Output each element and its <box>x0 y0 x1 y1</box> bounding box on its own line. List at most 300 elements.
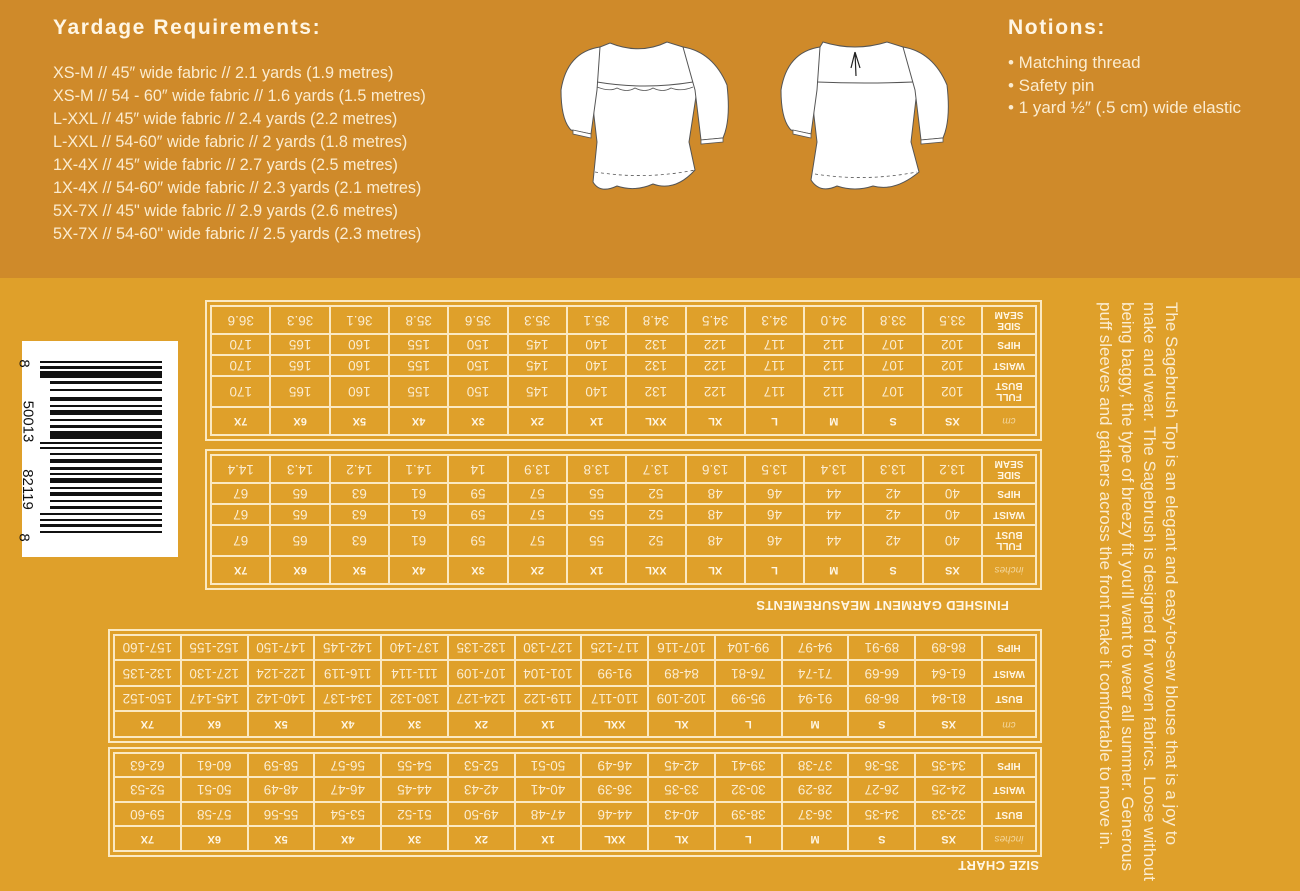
cell: 127-130 <box>181 661 248 687</box>
cell: 56-57 <box>314 753 381 778</box>
cell: 65 <box>270 525 329 556</box>
cell: 140 <box>567 334 626 355</box>
size-header: M <box>782 712 849 738</box>
cell: 59 <box>448 483 507 504</box>
cell: 13.3 <box>863 455 922 483</box>
row-label: HIPS <box>982 483 1036 504</box>
cell: 165 <box>270 376 329 407</box>
row-label: WAIST <box>982 355 1036 376</box>
cell: 52 <box>626 504 685 525</box>
size-header: M <box>804 556 863 584</box>
cell: 35-36 <box>848 753 915 778</box>
cell: 65 <box>270 504 329 525</box>
cell: 49-50 <box>448 802 515 827</box>
cell: 107 <box>863 355 922 376</box>
cell: 46 <box>745 483 804 504</box>
cell: 38-39 <box>715 802 782 827</box>
yardage-line: 5X-7X // 45" wide fabric // 2.9 yards (2.6 metres) <box>53 202 398 220</box>
cell: 13.8 <box>567 455 626 483</box>
cell: 111-114 <box>381 661 448 687</box>
cell: 99-104 <box>715 635 782 661</box>
cell: 55-56 <box>248 802 315 827</box>
cell: 132 <box>626 334 685 355</box>
cell: 59-60 <box>114 802 181 827</box>
row-label: HIPS <box>982 753 1036 778</box>
notion-item: • Safety pin <box>1008 75 1095 95</box>
size-header: XS <box>923 407 982 435</box>
size-header: XS <box>915 827 982 852</box>
cell: 140 <box>567 355 626 376</box>
notion-item: • 1 yard ½″ (.5 cm) wide elastic <box>1008 98 1242 117</box>
size-header: XL <box>686 407 745 435</box>
cell: 157-160 <box>114 635 181 661</box>
size-header: 1X <box>567 556 626 584</box>
blouse-front-icon <box>561 42 728 189</box>
cell: 36.6 <box>211 306 270 334</box>
cell: 58-59 <box>248 753 315 778</box>
cell: 160 <box>330 355 389 376</box>
table-row <box>114 686 1036 712</box>
cell: 55 <box>567 525 626 556</box>
size-header: 2X <box>508 556 567 584</box>
row-label: WAIST <box>982 504 1036 525</box>
cell: 14 <box>448 455 507 483</box>
cell: 112 <box>804 334 863 355</box>
cell: 52-53 <box>448 753 515 778</box>
cell: 137-140 <box>381 635 448 661</box>
cell: 91-94 <box>782 686 849 712</box>
size-header: L <box>715 712 782 738</box>
size-header: 5X <box>330 407 389 435</box>
size-header: XL <box>648 827 715 852</box>
cell: 122 <box>686 334 745 355</box>
size-header: XXL <box>626 407 685 435</box>
table-row <box>211 525 1036 556</box>
cell: 140-142 <box>248 686 315 712</box>
cell: 84-89 <box>648 661 715 687</box>
cell: 71-74 <box>782 661 849 687</box>
size-chart-inches-table <box>108 747 1042 857</box>
cell: 44 <box>804 525 863 556</box>
size-header: S <box>863 407 922 435</box>
table-row <box>114 661 1036 687</box>
table-row <box>114 778 1036 803</box>
size-header: 3X <box>448 556 507 584</box>
barcode-digit: 8 <box>15 359 33 368</box>
cell: 142-145 <box>314 635 381 661</box>
row-label: HIPS <box>982 635 1036 661</box>
size-header: 5X <box>330 556 389 584</box>
cell: 57 <box>508 504 567 525</box>
cell: 42 <box>863 504 922 525</box>
cell: 34.5 <box>686 306 745 334</box>
cell: 48 <box>686 525 745 556</box>
cell: 76-81 <box>715 661 782 687</box>
cell: 107 <box>863 334 922 355</box>
size-header: 2X <box>508 407 567 435</box>
cell: 37-38 <box>782 753 849 778</box>
cell: 44 <box>804 483 863 504</box>
cell: 48 <box>686 483 745 504</box>
cell: 127-130 <box>515 635 582 661</box>
size-header: 3X <box>381 827 448 852</box>
cell: 28-29 <box>782 778 849 803</box>
cell: 33.5 <box>923 306 982 334</box>
cell: 44-46 <box>581 802 648 827</box>
cell: 33.8 <box>863 306 922 334</box>
table-row <box>211 306 1036 334</box>
finished-cm-table <box>205 300 1042 441</box>
cell: 57-58 <box>181 802 248 827</box>
cell: 130-132 <box>381 686 448 712</box>
notions-list <box>1008 52 1241 120</box>
cell: 52-53 <box>114 778 181 803</box>
yardage-line: L-XXL // 45″ wide fabric // 2.4 yards (2.2 metres) <box>53 110 398 128</box>
size-header: 3X <box>448 407 507 435</box>
cell: 44-45 <box>381 778 448 803</box>
cell: 160 <box>330 376 389 407</box>
cell: 110-117 <box>581 686 648 712</box>
cell: 35.6 <box>448 306 507 334</box>
size-header: XS <box>915 712 982 738</box>
finished-inches-grid <box>210 454 1037 585</box>
cell: 119-122 <box>515 686 582 712</box>
cell: 26-27 <box>848 778 915 803</box>
size-chart-inches-grid <box>113 752 1037 852</box>
cell: 40-41 <box>515 778 582 803</box>
cell: 32-33 <box>915 802 982 827</box>
size-header: 5X <box>248 827 315 852</box>
size-header: 6X <box>270 407 329 435</box>
yardage-line: 5X-7X // 54-60" wide fabric // 2.5 yards (2.3 metres) <box>53 225 422 243</box>
table-row <box>211 376 1036 407</box>
cell: 35.8 <box>389 306 448 334</box>
row-label: FULL BUST <box>982 525 1036 556</box>
cell: 117 <box>745 334 804 355</box>
cell: 150 <box>448 355 507 376</box>
size-header: XXL <box>626 556 685 584</box>
cell: 51-52 <box>381 802 448 827</box>
cell: 150-152 <box>114 686 181 712</box>
cell: 122 <box>686 376 745 407</box>
cell: 36-37 <box>782 802 849 827</box>
table-row <box>211 556 1036 584</box>
cell: 39-41 <box>715 753 782 778</box>
size-header: L <box>715 827 782 852</box>
product-description: The Sagebrush Top is an elegant and easy-to-sew blouse that is a joy to make and wear. The Sagebrush is designed for woven fabrics. Loose without being baggy, the type of breezy fit you'll want to wear all summer. Generous puff sleeves and gathers across the front make it comfortable to move in. <box>1096 302 1181 881</box>
cell: 46 <box>745 525 804 556</box>
cell: 116-119 <box>314 661 381 687</box>
cell: 44 <box>804 504 863 525</box>
yardage-line: XS-M // 54 - 60″ wide fabric // 1.6 yards (1.5 metres) <box>53 87 426 105</box>
cell: 54-55 <box>381 753 448 778</box>
size-header: 4X <box>389 407 448 435</box>
unit-label: inches <box>982 556 1036 584</box>
cell: 59 <box>448 504 507 525</box>
size-header: 6X <box>181 712 248 738</box>
yardage-list <box>53 62 426 246</box>
cell: 132 <box>626 376 685 407</box>
cell: 102-109 <box>648 686 715 712</box>
cell: 124-127 <box>448 686 515 712</box>
cell: 117 <box>745 376 804 407</box>
size-header: 6X <box>270 556 329 584</box>
barcode-digit: 82119 <box>18 469 36 510</box>
cell: 63 <box>330 483 389 504</box>
size-header: 3X <box>381 712 448 738</box>
cell: 57 <box>508 483 567 504</box>
size-header: S <box>863 556 922 584</box>
cell: 102 <box>923 334 982 355</box>
cell: 102 <box>923 355 982 376</box>
cell: 145 <box>508 355 567 376</box>
yardage-line: L-XXL // 54-60″ wide fabric // 2 yards (1.8 metres) <box>53 133 408 151</box>
cell: 34-35 <box>915 753 982 778</box>
cell: 34.8 <box>626 306 685 334</box>
size-header: 4X <box>314 827 381 852</box>
cell: 61 <box>389 504 448 525</box>
cell: 145-147 <box>181 686 248 712</box>
cell: 14.1 <box>389 455 448 483</box>
blouse-back-icon <box>781 42 948 189</box>
cell: 86-89 <box>848 686 915 712</box>
cell: 160 <box>330 334 389 355</box>
cell: 155 <box>389 376 448 407</box>
cell: 61-64 <box>915 661 982 687</box>
cell: 107-109 <box>448 661 515 687</box>
cell: 152-155 <box>181 635 248 661</box>
cell: 33-35 <box>648 778 715 803</box>
cell: 46-47 <box>314 778 381 803</box>
cell: 34.0 <box>804 306 863 334</box>
cell: 24-25 <box>915 778 982 803</box>
size-header: S <box>848 712 915 738</box>
size-header: XL <box>686 556 745 584</box>
size-header: 4X <box>314 712 381 738</box>
cell: 52 <box>626 483 685 504</box>
barcode-digit: 50013 <box>19 400 37 443</box>
size-header: XS <box>923 556 982 584</box>
cell: 46 <box>745 504 804 525</box>
cell: 94-97 <box>782 635 849 661</box>
cell: 62-63 <box>114 753 181 778</box>
cell: 140 <box>567 376 626 407</box>
cell: 170 <box>211 376 270 407</box>
size-header: 7X <box>211 407 270 435</box>
cell: 101-104 <box>515 661 582 687</box>
row-label: SIDE SEAM <box>982 306 1036 334</box>
table-row <box>211 504 1036 525</box>
size-header: 7X <box>114 827 181 852</box>
table-row <box>211 334 1036 355</box>
row-label: BUST <box>982 802 1036 827</box>
size-header: M <box>804 407 863 435</box>
size-header: 2X <box>448 827 515 852</box>
cell: 61 <box>389 483 448 504</box>
cell: 36.1 <box>330 306 389 334</box>
finished-measurements-title: FINISHED GARMENT MEASUREMENTS <box>756 598 1009 613</box>
table-row <box>114 827 1036 852</box>
cell: 145 <box>508 376 567 407</box>
table-row <box>211 407 1036 435</box>
size-header: S <box>848 827 915 852</box>
cell: 66-69 <box>848 661 915 687</box>
cell: 67 <box>211 525 270 556</box>
cell: 42-45 <box>648 753 715 778</box>
table-row <box>211 483 1036 504</box>
size-header: XL <box>648 712 715 738</box>
barcode <box>15 341 178 557</box>
cell: 40 <box>923 504 982 525</box>
size-chart-cm-grid <box>113 634 1037 738</box>
cell: 14.2 <box>330 455 389 483</box>
cell: 122 <box>686 355 745 376</box>
cell: 40 <box>923 483 982 504</box>
size-header: 1X <box>515 827 582 852</box>
table-row <box>114 802 1036 827</box>
cell: 95-99 <box>715 686 782 712</box>
cell: 42 <box>863 525 922 556</box>
cell: 67 <box>211 483 270 504</box>
yardage-line: 1X-4X // 45″ wide fabric // 2.7 yards (2.5 metres) <box>53 156 398 174</box>
size-header: L <box>745 556 804 584</box>
size-header: L <box>745 407 804 435</box>
cell: 150 <box>448 334 507 355</box>
cell: 13.4 <box>804 455 863 483</box>
table-row <box>211 355 1036 376</box>
cell: 134-137 <box>314 686 381 712</box>
cell: 132 <box>626 355 685 376</box>
cell: 30-32 <box>715 778 782 803</box>
cell: 36.3 <box>270 306 329 334</box>
cell: 107 <box>863 376 922 407</box>
cell: 65 <box>270 483 329 504</box>
yardage-line: XS-M // 45″ wide fabric // 2.1 yards (1.9 metres) <box>53 64 394 82</box>
size-header: 1X <box>515 712 582 738</box>
cell: 34.3 <box>745 306 804 334</box>
yardage-line: 1X-4X // 54-60″ wide fabric // 2.3 yards (2.1 metres) <box>53 179 422 197</box>
table-row <box>211 455 1036 483</box>
cell: 67 <box>211 504 270 525</box>
cell: 36-39 <box>581 778 648 803</box>
size-header: 1X <box>567 407 626 435</box>
size-header: 7X <box>211 556 270 584</box>
row-label: BUST <box>982 686 1036 712</box>
cell: 35.3 <box>508 306 567 334</box>
size-header: XXL <box>581 712 648 738</box>
cell: 13.6 <box>686 455 745 483</box>
cell: 42-43 <box>448 778 515 803</box>
row-label: FULL BUST <box>982 376 1036 407</box>
cell: 117 <box>745 355 804 376</box>
unit-label: inches <box>982 827 1036 852</box>
cell: 50-51 <box>181 778 248 803</box>
cell: 13.7 <box>626 455 685 483</box>
finished-inches-table <box>205 449 1042 590</box>
cell: 122-124 <box>248 661 315 687</box>
cell: 57 <box>508 525 567 556</box>
cell: 86-89 <box>915 635 982 661</box>
cell: 63 <box>330 525 389 556</box>
cell: 13.2 <box>923 455 982 483</box>
cell: 132-135 <box>448 635 515 661</box>
cell: 60-61 <box>181 753 248 778</box>
cell: 52 <box>626 525 685 556</box>
cell: 46-49 <box>581 753 648 778</box>
cell: 170 <box>211 334 270 355</box>
table-row <box>114 753 1036 778</box>
cell: 117-125 <box>581 635 648 661</box>
size-header: 2X <box>448 712 515 738</box>
cell: 102 <box>923 376 982 407</box>
unit-label: cm <box>982 712 1036 738</box>
cell: 55 <box>567 483 626 504</box>
cell: 150 <box>448 376 507 407</box>
cell: 155 <box>389 334 448 355</box>
size-header: 4X <box>389 556 448 584</box>
size-header: M <box>782 827 849 852</box>
cell: 112 <box>804 355 863 376</box>
row-label: SIDE SEAM <box>982 455 1036 483</box>
finished-cm-grid <box>210 305 1037 436</box>
cell: 112 <box>804 376 863 407</box>
cell: 35.1 <box>567 306 626 334</box>
cell: 155 <box>389 355 448 376</box>
table-row <box>114 712 1036 738</box>
cell: 89-91 <box>848 635 915 661</box>
cell: 40 <box>923 525 982 556</box>
notions-title: Notions: <box>1008 16 1106 39</box>
barcode-icon <box>40 361 162 537</box>
cell: 165 <box>270 355 329 376</box>
row-label: WAIST <box>982 661 1036 687</box>
cell: 48-49 <box>248 778 315 803</box>
size-header: 6X <box>181 827 248 852</box>
table-row <box>114 635 1036 661</box>
barcode-digit: 8 <box>15 533 33 542</box>
cell: 55 <box>567 504 626 525</box>
cell: 13.9 <box>508 455 567 483</box>
cell: 53-54 <box>314 802 381 827</box>
size-chart-title: SIZE CHART <box>958 858 1039 873</box>
size-header: 5X <box>248 712 315 738</box>
cell: 13.5 <box>745 455 804 483</box>
cell: 42 <box>863 483 922 504</box>
cell: 59 <box>448 525 507 556</box>
cell: 63 <box>330 504 389 525</box>
row-label: HIPS <box>982 334 1036 355</box>
unit-label: cm <box>982 407 1036 435</box>
cell: 91-99 <box>581 661 648 687</box>
cell: 147-150 <box>248 635 315 661</box>
cell: 107-116 <box>648 635 715 661</box>
cell: 50-51 <box>515 753 582 778</box>
cell: 81-84 <box>915 686 982 712</box>
size-chart-cm-table <box>108 629 1042 743</box>
cell: 47-48 <box>515 802 582 827</box>
cell: 132-135 <box>114 661 181 687</box>
row-label: WAIST <box>982 778 1036 803</box>
size-header: XXL <box>581 827 648 852</box>
cell: 40-43 <box>648 802 715 827</box>
cell: 34-35 <box>848 802 915 827</box>
yardage-title: Yardage Requirements: <box>53 16 322 39</box>
size-header: 7X <box>114 712 181 738</box>
cell: 170 <box>211 355 270 376</box>
cell: 61 <box>389 525 448 556</box>
cell: 48 <box>686 504 745 525</box>
cell: 14.3 <box>270 455 329 483</box>
